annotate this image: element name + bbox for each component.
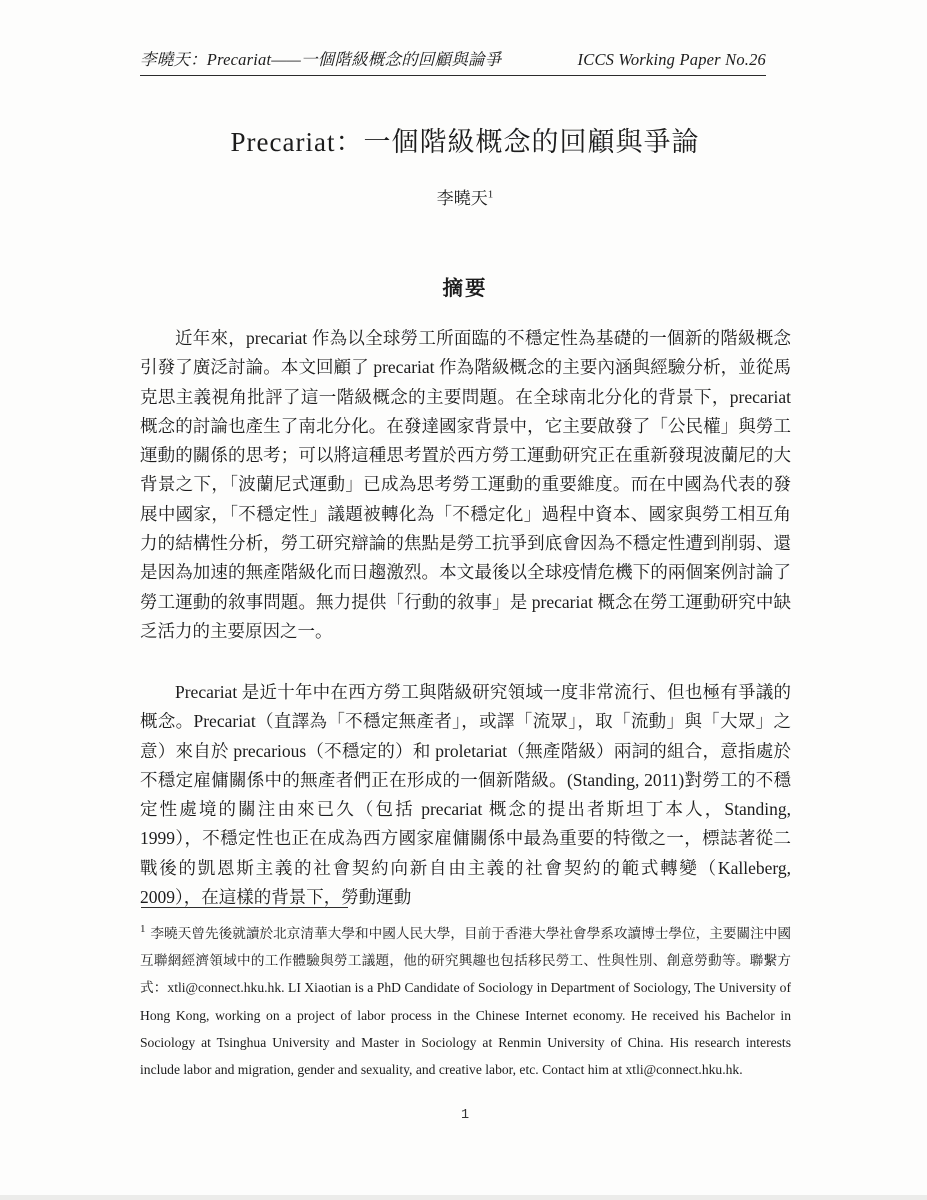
footnote-separator <box>141 907 348 908</box>
author-name: 李曉天 <box>436 189 488 208</box>
running-header-left: 李曉天：Precariat——一個階級概念的回顧與論爭 <box>140 50 502 69</box>
running-header <box>140 46 766 76</box>
page-number: 1 <box>460 1108 470 1123</box>
running-header-right: ICCS Working Paper No.26 <box>577 50 766 69</box>
body-paragraph: Precariat 是近十年中在西方勞工與階級研究領域一度非常流行、但也極有爭議的概念。Precariat（直譯為「不穩定無產者」，或譯「流眾」，取「流動」與「大眾」之意）來自於 precarious（不穩定的）和 proletariat（無產階級）兩詞的組合，意指處於不穩定雇傭關係中的無產者們正在形成的一個新階級。(Standing, 2011)對勞工的不穩定性處境的關注由來已久（包括 precariat 概念的提出者斯坦丁本人，Standing, 1999），不穩定性也正在成為西方國家雇傭關係中最為重要的特徵之一，標誌著從二戰後的凱恩斯主義的社會契約向新自由主義的社會契約的範式轉變（Kalleberg, 2009），在這樣的背景下，勞動運動 <box>140 682 791 908</box>
author-footnote-ref: 1 <box>487 188 494 201</box>
footnote-text: 李曉天曾先後就讀於北京清華大學和中國人民大學，目前于香港大學社會學系攻讀博士學位，主要關注中國互聯網經濟領域中的工作體驗與勞工議題，他的研究興趣也包括移民勞工、性與性別、創意勞動等。聯繫方式：xtli@connect.hku.hk. LI Xiaotian is a PhD Candidate of Sociology in Department of Sociology, The University of Hong Kong, working on a project of labor process in the Chinese Internet economy. He received his Bachelor in Sociology at Tsinghua University and Master in Sociology at Renmin University of China. His research interests include labor and migration, gender and sexuality, and creative labor, etc. Contact him at xtli@connect.hku.hk. <box>140 926 791 1078</box>
paper-title: Precariat：一個階級概念的回顧與爭論 <box>230 127 700 157</box>
abstract-heading: 摘要 <box>442 278 488 300</box>
footnote <box>140 920 791 1083</box>
author-line <box>140 184 790 209</box>
abstract-paragraph: 近年來，precariat 作為以全球勞工所面臨的不穩定性為基礎的一個新的階級概念引發了廣泛討論。本文回顧了 precariat 作為階級概念的主要內涵與經驗分析，並從馬克思主義視角批評了這一階級概念的主要問題。在全球南北分化的背景下，precariat 概念的討論也產生了南北分化。在發達國家背景中，它主要啟發了「公民權」與勞工運動的關係的思考；可以將這種思考置於西方勞工運動研究正在重新發現波蘭尼的大背景之下，「波蘭尼式運動」已成為思考勞工運動的重要維度。而在中國為代表的發展中國家，「不穩定性」議題被轉化為「不穩定化」過程中資本、國家與勞工相互角力的結構性分析，勞工研究辯論的焦點是勞工抗爭到底會因為不穩定性遭到削弱、還是因為加速的無產階級化而日趨激烈。本文最後以全球疫情危機下的兩個案例討論了勞工運動的敘事問題。無力提供「行動的敘事」是 precariat 概念在勞工運動研究中缺乏活力的主要原因之一。 <box>140 328 791 641</box>
footnote-marker: 1 <box>140 923 146 936</box>
scan-edge <box>0 1195 927 1200</box>
